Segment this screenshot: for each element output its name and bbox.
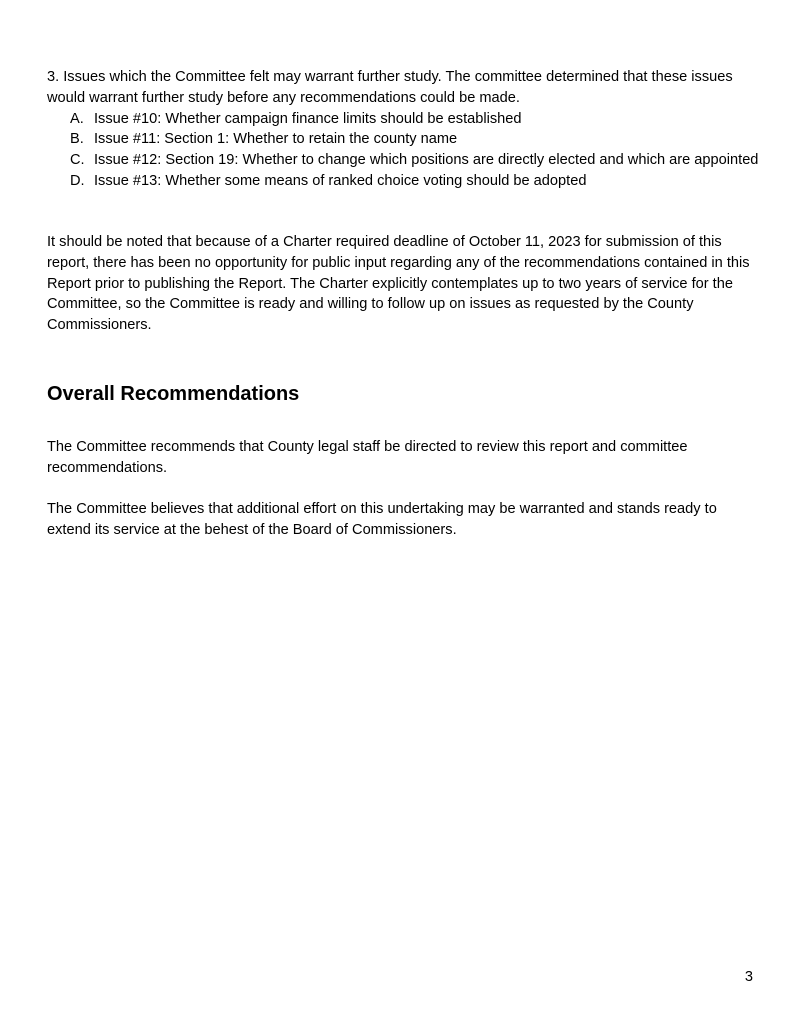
- list-item: [47, 150, 759, 171]
- legal-review-recommendation-paragraph: The Committee recommends that County legal staff be directed to review this report and committee recommendations.: [47, 439, 688, 476]
- list-item: [47, 171, 759, 192]
- further-study-issue-list: [47, 109, 759, 192]
- issues-intro-paragraph: 3. Issues which the Committee felt may warrant further study. The committee determined that these issues would warrant further study before any recommendations could be made.: [47, 69, 733, 106]
- overall-recommendations-heading: Overall Recommendations: [47, 383, 300, 405]
- list-item: [47, 109, 759, 130]
- extended-service-recommendation-paragraph: The Committee believes that additional effort on this undertaking may be warranted and stands ready to extend its service at the behest of the Board of Commissioners.: [47, 501, 717, 538]
- list-item-text: Issue #12: Section 19: Whether to change which positions are directly elected and which are appointed: [94, 152, 759, 169]
- deadline-note-paragraph: It should be noted that because of a Charter required deadline of October 11, 2023 for submission of this report, there has been no opportunity for public input regarding any of the recommendations contained in this Report prior to publishing the Report. The Charter explicitly contemplates up to two years of service for the Committee, so the Committee is ready and willing to follow up on issues as requested by the County Commissioners.: [47, 234, 750, 334]
- list-item-text: Issue #10: Whether campaign finance limits should be established: [94, 110, 522, 127]
- list-marker: D.: [70, 172, 85, 189]
- list-marker: A.: [70, 110, 84, 127]
- list-item-text: Issue #11: Section 1: Whether to retain the county name: [94, 131, 458, 148]
- list-item-text: Issue #13: Whether some means of ranked choice voting should be adopted: [94, 172, 587, 189]
- list-marker: C.: [70, 152, 85, 169]
- list-item: [47, 129, 759, 150]
- list-marker: B.: [70, 131, 84, 148]
- page-number: 3: [744, 969, 753, 985]
